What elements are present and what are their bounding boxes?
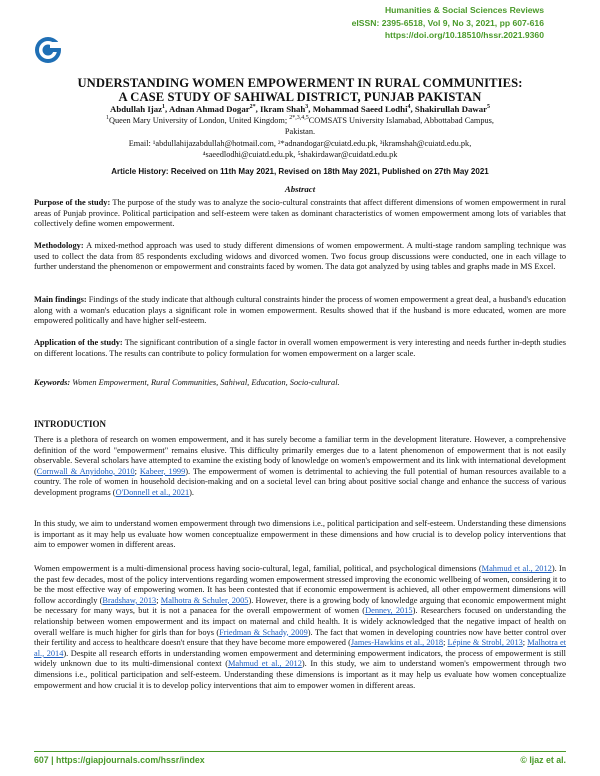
citation-link[interactable]: O'Donnell et al., 2021	[115, 487, 190, 497]
author-3-sup: 3	[305, 104, 309, 111]
intro-paragraph-2: In this study, we aim to understand women empowerment through two dimensions i.e., political participation and self-esteem. Understanding these dimensions is important as it may help us evaluate how women conceptualize empowerment in these dimensions and how crucial is to develop policy interventions that aim to empower women in different areas.	[34, 519, 566, 550]
journal-name: Humanities & Social Sciences Reviews	[384, 5, 544, 15]
keywords-label: Keywords:	[34, 378, 71, 387]
author-5-sup: 5	[487, 104, 491, 111]
intro-paragraph-3	[34, 564, 566, 691]
methodology-text: A mixed-method approach was used to study different dimensions of women empowerment. A multi-stage random sampling technique was used to collect the data from 85 respondents excluding widows and divorced women. Two focus group discussions were conducted, one in each village to further understand the phenomenon or empowerment and constraints faced by women. The data got analyzed by using tables and graphs made in MS Excel.	[34, 241, 566, 272]
affiliation-2: COMSATS University Islamabad, Abbottabad Campus,	[308, 116, 494, 125]
abstract-purpose	[34, 198, 566, 230]
intro-p3-text-f: ). Despite all research efforts in understanding women empowerment and determining empowerment indicators, the process of empowerment is still widely unknown due to its multi-dimensional context (	[34, 648, 566, 669]
affiliation-1: Queen Mary University of London, United Kingdom;	[109, 116, 290, 125]
findings-text: Findings of the study indicate that although cultural constraints hinder the process of women empowerment a great deal, a husband's education along with a woman's education plays a significant role in women empowerment. Results showed that if the husband is more educated, women are more empowered politically and have higher self-esteem.	[34, 295, 566, 326]
intro-p3-text-d: ). Researchers focused on understanding the relationship between women empowerment and its impact on maternal and child health. It is widely acknowledged that the negative impact of health on overall welfare is much higher for girls than for boys (	[34, 606, 567, 637]
footer-rule	[34, 751, 566, 752]
keywords	[34, 378, 566, 389]
intro-p3-text-g: ). In this study, we aim to understand women's empowerment through two dimensions i.e., political participation and self-esteem. Understanding these dimensions is important as it may help us evaluate how women conceptualize empowerment and how crucial it is to develop policy interventions that aim to empower women in different areas.	[34, 659, 566, 690]
citation-link[interactable]: Mahmud et al., 2012	[481, 564, 552, 573]
article-history: Article History: Received on 11th May 2021, Revised on 18th May 2021, Published on 27th May 2021	[111, 167, 489, 176]
author-2: Adnan Ahmad Dogar	[168, 104, 250, 114]
affiliation-sup-1: 1	[106, 115, 109, 122]
application-label: Application of the study:	[34, 338, 123, 347]
citation-separator: ;	[443, 638, 448, 648]
citation-link[interactable]: Friedman & Schady, 2009	[219, 627, 308, 637]
abstract-heading: Abstract	[284, 184, 316, 194]
citation-link[interactable]: Cornwall & Anyidoho, 2010	[36, 466, 135, 476]
footer-page-url[interactable]: 607 | https://giapjournals.com/hssr/index	[34, 755, 205, 765]
methodology-label: Methodology:	[34, 241, 84, 250]
intro-p1-text-b: ). The empowerment of women is detrimental to achieving the full potential of human resources available to a country. The role of women in household decision-making and on a societal level can bring about positive social change and enhance the success of various development programs (	[34, 466, 566, 497]
author-4-sup: 4	[407, 104, 411, 111]
abstract-methodology	[34, 241, 566, 273]
journal-info	[352, 4, 544, 42]
footer-copyright: © Ijaz et al.	[520, 755, 566, 765]
abstract-application	[34, 338, 566, 359]
intro-p3-text-a: Women empowerment is a multi-dimensional process having socio-cultural, legal, familial, political, and psychological dimensions (	[34, 564, 482, 573]
affiliation-line-2: Pakistan.	[284, 127, 316, 136]
findings-label: Main findings:	[34, 295, 87, 304]
intro-p3-text-b: ). In the past few decades, most of the policy interventions regarding women empowerment stressed improving the economic wellbeing of women, considering it to be the most effective way of empowering women. It has been contested that if economic empowerment is achieved, all other empowerment dimensions will follow accordingly (	[34, 564, 566, 605]
keywords-text: Women Empowerment, Rural Communities, Sahiwal, Education, Socio-cultural.	[72, 378, 340, 387]
intro-p3-text-c: ). However, there is a growing body of knowledge arguing that economic empowerment might be necessary for many ways, but it is not a panacea for the overall empowerment of women (	[34, 595, 567, 616]
citation-link[interactable]: Mahmud et al., 2012	[228, 659, 302, 669]
author-5: Shakirullah Dawar	[414, 104, 488, 114]
author-3: Ikram Shah	[260, 104, 306, 114]
affiliation-sup-2: 2*,3,4,5	[289, 115, 309, 122]
citation-separator: ;	[156, 595, 161, 605]
author-1: Abdullah Ijaz	[109, 104, 163, 114]
title-line-2: A CASE STUDY OF SAHIWAL DISTRICT, PUNJAB PAKISTAN	[118, 90, 482, 104]
abstract-findings	[34, 295, 566, 327]
affiliation-line-1	[20, 116, 580, 127]
author-4: Mohammad Saeed Lodhi	[312, 104, 408, 114]
purpose-text: The purpose of the study was to analyze the socio-cultural constraints that affect different dimensions of women empowerment in rural areas of Punjab province. Political participation and self-esteem were taken as dominant characteristics of women empowerment among lots of variables that collectively define women empowerment.	[34, 198, 566, 229]
journal-logo-icon	[34, 36, 62, 64]
intro-p3-text-e: ). The fact that women in developing countries now have better control over their fertility and access to healthcare doesn't ensure that they have become more empowered (	[34, 627, 566, 648]
journal-header	[0, 0, 600, 70]
email-line-2: ⁴saeedlodhi@cuiatd.edu.pk, ⁵shakirdawar@cuidatd.edu.pk	[202, 150, 398, 159]
doi-link[interactable]: https://doi.org/10.18510/hssr.2021.9360	[384, 30, 544, 40]
application-text: The significant contribution of a single factor in overall women empowerment is very interesting and needs further in-depth studies on different locations. The results can contribute to policy formulation for women empowerment on a larger scale.	[34, 338, 566, 358]
citation-link[interactable]: Malhotra & Schuler, 2005	[160, 595, 249, 605]
introduction-heading: INTRODUCTION	[34, 419, 107, 429]
citation-link[interactable]: Bradshaw, 2013	[102, 595, 157, 605]
citation-separator: ;	[522, 638, 528, 648]
citation-link[interactable]: Denney, 2015	[365, 606, 413, 616]
author-2-sup: 2*	[249, 104, 256, 111]
purpose-label: Purpose of the study:	[34, 198, 111, 207]
citation-link[interactable]: Malhotra et al., 2014	[34, 638, 567, 658]
paper-title	[20, 76, 580, 104]
intro-p1-text-c: ).	[189, 487, 195, 497]
issn-line: eISSN: 2395-6518, Vol 9, No 3, 2021, pp 607-616	[351, 17, 544, 28]
title-line-1: UNDERSTANDING WOMEN EMPOWERMENT IN RURAL COMMUNITIES:	[77, 76, 523, 90]
page-footer	[0, 755, 600, 769]
author-1-sup: 1	[162, 104, 166, 111]
intro-paragraph-1	[34, 435, 566, 499]
citation-link[interactable]: Kabeer, 1999	[139, 466, 186, 476]
citation-link[interactable]: Lépine & Strobl, 2013	[447, 638, 523, 648]
citation-separator: ;	[134, 466, 140, 476]
intro-p1-text-a: There is a plethora of research on women empowerment, and it has surely become a familiar term in the development literature. However, a comprehensive definition of the word "empowerment" remains elusive. This difficulty primarily emerges due to a latent phenomenon of empowerment that is not easily observable. Several scholars have attempted to examine the existing body of knowledge on women's empowerment and its link with international development (	[34, 435, 566, 476]
citation-link[interactable]: James-Hawkins et al., 2018	[350, 638, 444, 648]
email-line-1: Email: ¹abdullahijazabdullah@hotmail.com, ²*adnandogar@cuiatd.edu.pk, ³ikramshah@cuiatd.edu.pk,	[128, 139, 472, 148]
author-list: Abdullah Ijaz$^1$, Adnan Ahmad Dogar$^{2*}$, Ikram Shah$^3$, Mohammad Saeed Lodhi$^4$, Shakirullah Dawar$^5$	[109, 104, 491, 114]
